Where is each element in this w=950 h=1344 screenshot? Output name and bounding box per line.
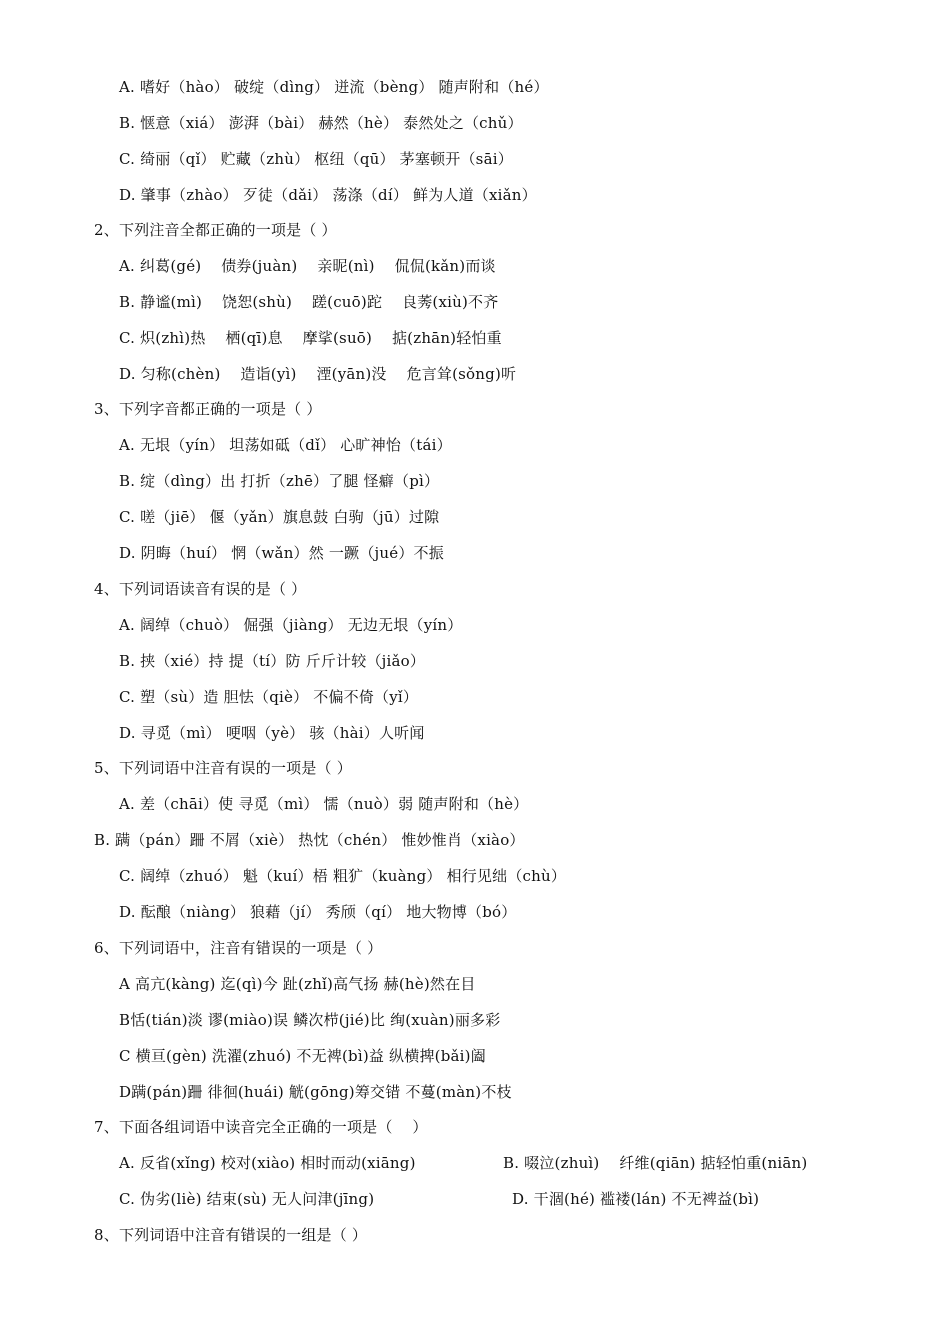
q1-option-c: C. 绮丽（qǐ） 贮藏（zhù） 枢纽（qū） 茅塞顿开（sāi） [119,150,513,168]
q3-stem: 3、下列字音都正确的一项是（ ） [94,400,322,418]
q6-stem: 6、下列词语中，注音有错误的一项是（ ） [94,939,383,957]
q3-option-a: A. 无垠（yín） 坦荡如砥（dǐ） 心旷神怡（tái） [119,436,452,454]
q4-option-b: B. 挟（xié）持 提（tí）防 斤斤计较（jiǎo） [119,652,426,670]
q1-option-a: A. 嗜好（hào） 破绽（dìng） 迸流（bèng） 随声附和（hé） [119,78,549,96]
q5-option-d: D. 酝酿（niàng） 狼藉（jí） 秀颀（qí） 地大物博（bó） [119,903,517,921]
q2-option-d: D. 匀称(chèn) 造诣(yì) 湮(yān)没 危言耸(sǒng)听 [119,365,517,383]
q3-option-c: C. 嗟（jiē） 偃（yǎn）旗息鼓 白驹（jū）过隙 [119,508,440,526]
q5-stem: 5、下列词语中注音有误的一项是（ ） [94,759,352,777]
q4-stem: 4、下列词语读音有误的是（ ） [94,580,307,598]
q1-option-b: B. 惬意（xiá） 澎湃（bài） 赫然（hè） 泰然处之（chǔ） [119,114,523,132]
q5-option-a: A. 差（chāi）使 寻觅（mì） 懦（nuò）弱 随声附和（hè） [119,795,529,813]
q6-option-a: A 高亢(kàng) 迄(qì)今 趾(zhǐ)高气扬 赫(hè)然在目 [119,975,476,993]
q4-option-c: C. 塑（sù）造 胆怯（qiè） 不偏不倚（yǐ） [119,688,419,706]
q6-option-c: C 横亘(gèn) 洗濯(zhuó) 不无裨(bì)益 纵横捭(bǎi)阖 [119,1047,486,1065]
q2-option-b: B. 静谧(mì) 饶恕(shù) 蹉(cuō)跎 良莠(xiù)不齐 [119,293,499,311]
q6-option-b: B恬(tián)淡 谬(miào)误 鳞次栉(jié)比 绚(xuàn)丽多彩 [119,1011,501,1029]
q5-option-c: C. 阔绰（zhuó） 魁（kuí）梧 粗犷（kuàng） 相行见绌（chù） [119,867,567,885]
q7-option-a: A. 反省(xǐng) 校对(xiào) 相时而动(xiāng) [119,1154,416,1172]
q3-option-d: D. 阴晦（huí） 惘（wǎn）然 一蹶（jué）不振 [119,544,444,562]
q6-option-d: D蹒(pán)跚 徘徊(huái) 觥(gōng)筹交错 不蔓(màn)不枝 [119,1083,512,1101]
q2-option-a: A. 纠葛(gé) 债券(juàn) 亲昵(nì) 侃侃(kǎn)而谈 [119,257,496,275]
q1-option-d: D. 肇事（zhào） 歹徒（dǎi） 荡涤（dí） 鲜为人道（xiǎn） [119,186,537,204]
q2-stem: 2、下列注音全都正确的一项是（ ） [94,221,337,239]
q8-stem: 8、下列词语中注音有错误的一组是（ ） [94,1226,368,1244]
q7-option-d: D. 干涸(hé) 褴褛(lán) 不无裨益(bì) [512,1190,760,1208]
q2-option-c: C. 炽(zhì)热 栖(qī)息 摩挲(suō) 掂(zhān)轻怕重 [119,329,502,347]
q7-option-c: C. 伪劣(liè) 结束(sù) 无人问津(jīng) [119,1190,375,1208]
q4-option-d: D. 寻觅（mì） 哽咽（yè） 骇（hài）人听闻 [119,724,425,742]
q7-option-b: B. 啜泣(zhuì) 纤维(qiān) 掂轻怕重(niān) [503,1154,808,1172]
q7-stem: 7、下面各组词语中读音完全正确的一项是（ ） [94,1118,428,1136]
q4-option-a: A. 阔绰（chuò） 倔强（jiàng） 无边无垠（yín） [119,616,463,634]
q5-option-b: B. 蹒（pán）跚 不屑（xiè） 热忱（chén） 惟妙惟肖（xiào） [94,831,525,849]
q3-option-b: B. 绽（dìng）出 打折（zhē）了腿 怪癖（pì） [119,472,440,490]
